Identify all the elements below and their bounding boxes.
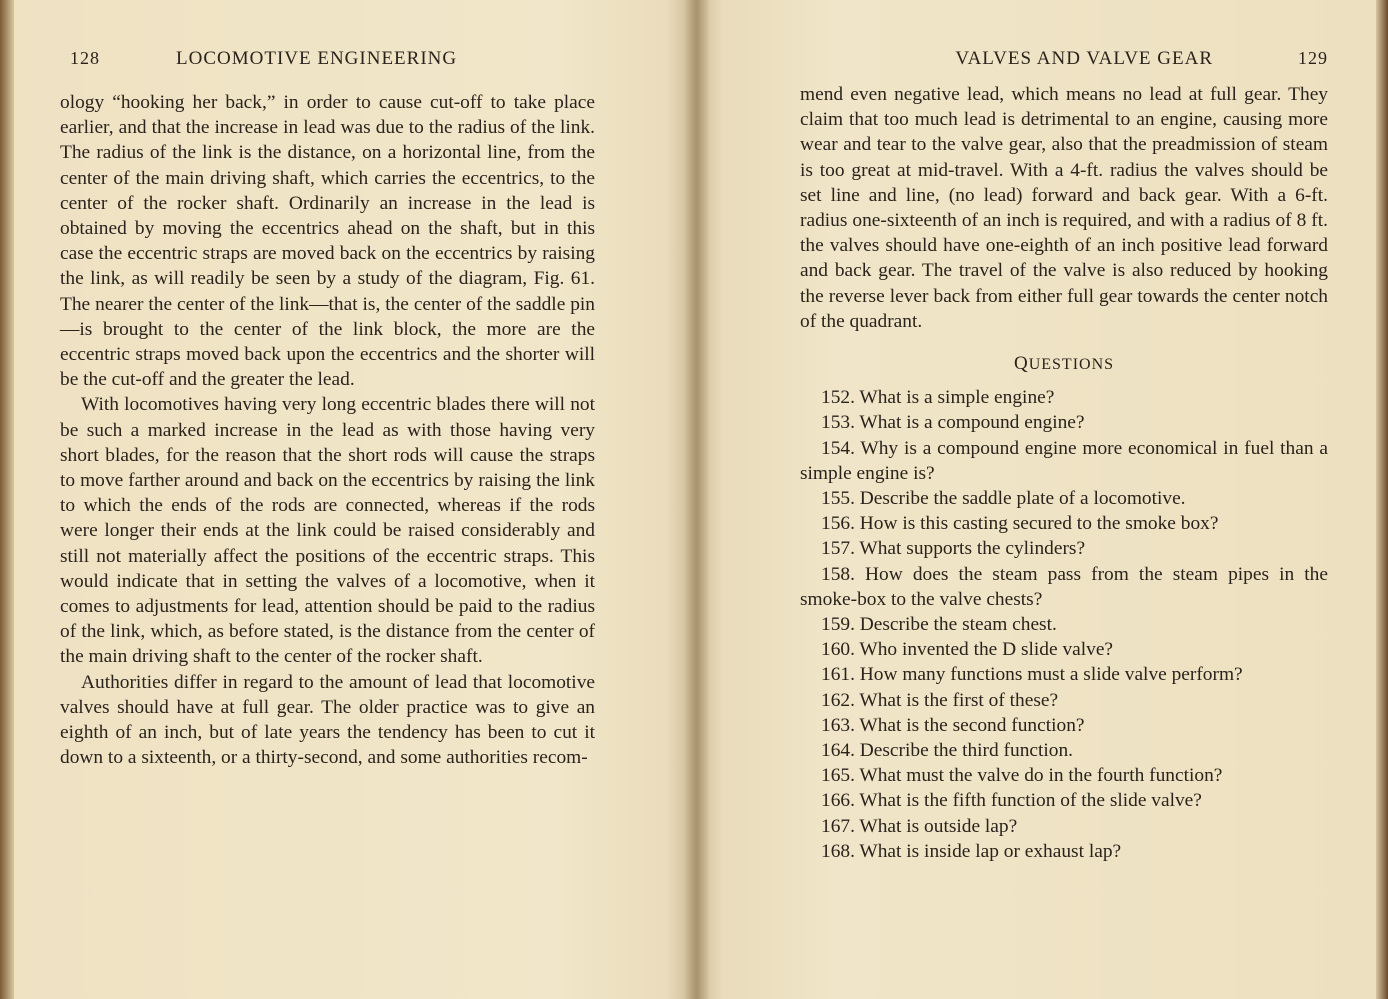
- left-page-header: [60, 44, 595, 74]
- left-page-body: [60, 90, 595, 770]
- left-paragraph-2: With locomotives having very long eccentric blades there will not be such a marked increase in the lead as with those having very short blades, for the reason that the short rods will cause the straps to move farther around and back on the eccentrics by raising the link to which the ends of the rods are connected, whereas if the rods were longer their ends at the link could be raised considerably and still not materially affect the positions of the eccentric straps. This would indicate that in setting the valves of a locomotive, when it comes to adjustments for lead, attention should be paid to the radius of the link, which, as before stated, is the distance from the center of the main driving shaft to the center of the rocker shaft.: [60, 394, 595, 668]
- question-item: 167. What is outside lap?: [821, 815, 1018, 837]
- book-gutter: [684, 0, 710, 999]
- question-item: 152. What is a simple engine?: [821, 387, 1055, 409]
- right-paragraph: mend even negative lead, which means no lead at full gear. They claim that too much lead is detrimental to an engine, causing more wear and tear to the valve gear, also that the preadmission of steam is too great at mid-travel. With a 4-ft. radius the valves should be set line and line, (no lead) forward and back gear. With a 6-ft. radius one-sixteenth of an inch is required, and with a radius of 8 ft. the valves should have one-eighth of an inch positive lead forward and back gear. The travel of the valve is also reduced by hooking the reverse lever back from either full gear towards the center notch of the quadrant.: [800, 84, 1328, 332]
- right-page: [800, 0, 1328, 999]
- question-item: 159. Describe the steam chest.: [821, 614, 1057, 636]
- questions-list: [800, 385, 1328, 864]
- right-running-head: VALVES AND VALVE GEAR: [955, 48, 1213, 69]
- question-item: 168. What is inside lap or exhaust lap?: [821, 840, 1122, 862]
- question-item: 165. What must the valve do in the fourth function?: [821, 765, 1223, 787]
- left-page: [60, 0, 595, 999]
- left-page-number: 128: [70, 48, 100, 68]
- question-item: 154. Why is a compound engine more economical in fuel than a simple engine is?: [800, 437, 1328, 484]
- question-item: 160. Who invented the D slide valve?: [821, 639, 1114, 661]
- left-paragraph-3: Authorities differ in regard to the amount of lead that locomotive valves should have at full gear. The older practice was to give an eighth of an inch, but of late years the tendency has been to cut it down to a sixteenth, or a thirty-second, and some authorities recom-: [60, 671, 595, 769]
- question-item: 153. What is a compound engine?: [821, 412, 1085, 434]
- question-item: 161. How many functions must a slide valve perform?: [821, 664, 1243, 686]
- book-edge-left: [0, 0, 14, 999]
- book-edge-right: [1376, 0, 1388, 999]
- question-item: 164. Describe the third function.: [821, 740, 1074, 762]
- questions-heading-rest: UESTIONS: [1028, 356, 1115, 374]
- question-item: 158. How does the steam pass from the steam pipes in the smoke-box to the valve chests?: [800, 563, 1328, 610]
- questions-heading-initial: Q: [1013, 353, 1029, 375]
- left-running-head: LOCOMOTIVE ENGINEERING: [176, 48, 458, 69]
- right-page-number: 129: [1298, 48, 1328, 68]
- questions-heading: [800, 351, 1328, 377]
- question-item: 166. What is the fifth function of the slide valve?: [821, 790, 1202, 812]
- question-item: 163. What is the second function?: [821, 714, 1085, 736]
- question-item: 157. What supports the cylinders?: [821, 538, 1086, 560]
- question-item: 155. Describe the saddle plate of a locomotive.: [821, 488, 1186, 510]
- question-item: 162. What is the first of these?: [821, 689, 1059, 711]
- left-paragraph-1: ology “hooking her back,” in order to cause cut-off to take place earlier, and that the increase in lead was due to the radius of the link. The radius of the link is the distance, on a horizontal line, from the center of the main driving shaft, which carries the eccentrics, to the center of the rocker shaft. Ordinarily an increase in the lead is obtained by moving the eccentrics ahead on the shaft, but in this case the eccentric straps are moved back on the eccentrics by raising the link, as will readily be seen by a study of the diagram, Fig. 61. The nearer the center of the link—that is, the center of the saddle pin—is brought to the center of the link block, the more are the eccentric straps moved back upon the eccentrics and the shorter will be the cut-off and the greater the lead.: [60, 92, 595, 391]
- right-page-body: [800, 82, 1328, 864]
- question-item: 156. How is this casting secured to the smoke box?: [821, 513, 1219, 535]
- right-page-header: [800, 44, 1328, 74]
